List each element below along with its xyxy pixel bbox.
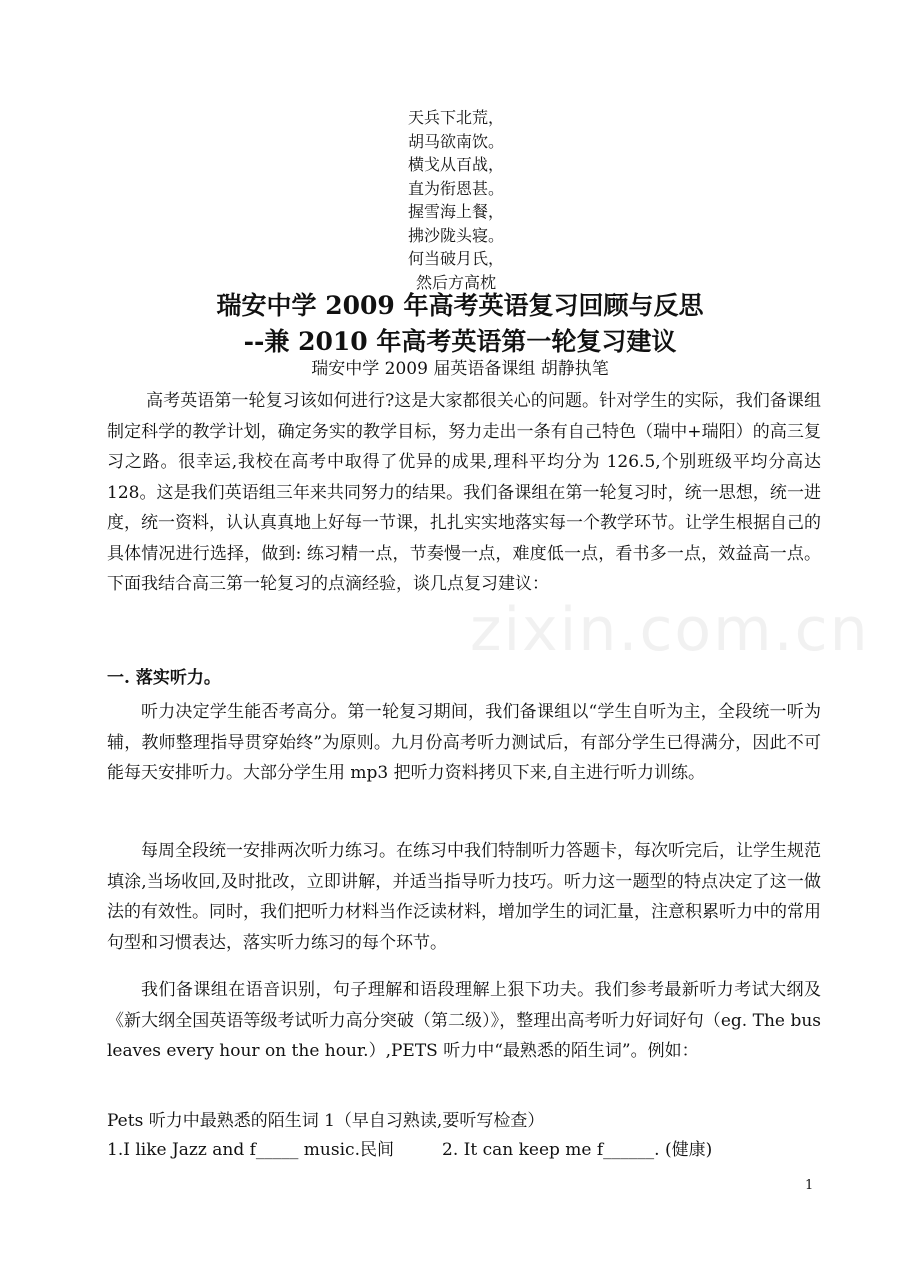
poem-line: 直为衔恩甚。 (408, 178, 505, 198)
exercise-line (107, 1137, 713, 1163)
page-number: 1 (805, 1178, 814, 1193)
body-paragraph (107, 697, 821, 789)
section-heading: 一. 落实听力。 (107, 668, 221, 688)
poem-line: 胡马欲南饮。 (408, 131, 505, 151)
poem (408, 106, 504, 294)
exercise-item: 1.I like Jazz and f_____ music.民间 (107, 1140, 394, 1160)
poem-line: 横戈从百战， (408, 155, 505, 174)
poem-line: 天兵下北荒， (408, 108, 505, 127)
document-title: 瑞安中学 2009 年高考英语复习回顾与反思 (216, 291, 704, 320)
poem-line: 然后方高枕 (416, 272, 497, 292)
paragraph-text: 听力决定学生能否考高分。第一轮复习期间，我们备课组以“学生自听为主，全段统一听为辅，教师整理指导贯穿始终”为原则。九月份高考听力测试后，有部分学生已得满分，因此不可能每天安排听力。大部分学生用 mp3 把听力资料拷贝下来,自主进行听力训练。 (107, 702, 821, 783)
poem-line: 何当破月氏， (408, 249, 505, 268)
paragraph-text: 每周全段统一安排两次听力练习。在练习中我们特制听力答题卡，每次听完后，让学生规范填涂,当场收回,及时批改，立即讲解，并适当指导听力技巧。听力这一题型的特点决定了这一做法的有效性。同时，我们把听力材料当作泛读材料，增加学生的词汇量，注意积累听力中的常用句型和习惯表达，落实听力练习的每个环节。 (107, 841, 821, 953)
body-paragraph (107, 975, 821, 1067)
pets-vocab-heading: Pets 听力中最熟悉的陌生词 1（早自习熟读,要听写检查） (107, 1111, 545, 1131)
poem-line: 握雪海上餐， (408, 202, 505, 221)
watermark: zixin.com.cn (470, 595, 870, 665)
author-line: 瑞安中学 2009 届英语备课组 胡静执笔 (311, 359, 609, 379)
intro-paragraph (107, 386, 821, 600)
document-subtitle: --兼 2010 年高考英语第一轮复习建议 (243, 327, 677, 356)
paragraph-text: 我们备课组在语音识别，句子理解和语段理解上狠下功夫。我们参考最新听力考试大纲及《新大纲全国英语等级考试听力高分突破（第二级）》，整理出高考听力好词好句（eg. The bus leaves every hour on the hour.）,PETS 听力中“最熟悉的陌生词”。例如： (107, 980, 821, 1061)
exercise-item: 2. It can keep me f______. (健康) (442, 1140, 713, 1160)
intro-text: 高考英语第一轮复习该如何进行?这是大家都很关心的问题。针对学生的实际，我们备课组制定科学的教学计划，确定务实的教学目标，努力走出一条有自己特色（瑞中+瑞阳）的高三复习之路。很幸运,我校在高考中取得了优异的成果,理科平均分为 126.5,个别班级平均分高达 128。这是我们英语组三年来共同努力的结果。我们备课组在第一轮复习时，统一思想，统一进度，统一资料，认认真真地上好每一节课，扎扎实实地落实每一个教学环节。让学生根据自己的具体情况进行选择，做到: 练习精一点，节奏慢一点，难度低一点，看书多一点，效益高一点。下面我结合高三第一轮复习的点滴经验，谈几点复习建议： (107, 391, 821, 594)
poem-line: 拂沙陇头寝。 (408, 225, 505, 245)
body-paragraph (107, 836, 821, 958)
